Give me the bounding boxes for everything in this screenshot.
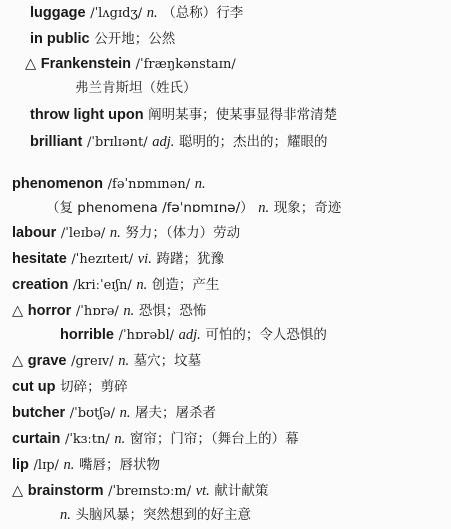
entry-ipa: /ˈkɜːtn/ [64,432,110,447]
vocab-entry-brilliant [30,133,328,152]
entry-word: creation [12,277,69,293]
vocab-entry-creation [12,276,219,295]
vocab-entry-brainstorm [12,482,268,501]
entry-ipa: /greɪv/ [71,354,114,369]
vocab-entry-horror [12,302,206,321]
entry-definition: 现象；奇迹 [273,200,342,216]
entry-word: phenomenon [12,176,104,192]
entry-pos: n. [63,457,75,473]
entry-ipa: /ˈhezɪteɪt/ [71,252,134,267]
entry-definition: 头脑风暴；突然想到的好主意 [75,507,251,523]
entry-plural-form: （复 phenomena /fəˈnɒmɪnə/） [46,200,254,216]
entry-pos: n. [60,507,71,523]
entry-definition: 献计献策 [214,483,269,499]
entry-word: horror [27,303,72,319]
entry-ipa: /ˈbrɪlɪənt/ [86,135,148,150]
vocab-entry-lip [12,456,160,475]
entry-word: curtain [12,431,61,447]
vocab-entry-in-public [30,30,175,48]
vocab-entry-phenomenon [12,175,206,194]
entry-definition: 墓穴；坟墓 [133,353,202,369]
entry-word: brilliant [30,134,83,150]
entry-word: in public [30,31,90,47]
vocab-entry-throw-light-upon [30,106,337,124]
entry-ipa: /ˈbreɪnstɔːm/ [108,484,192,499]
entry-pos: n. [136,277,148,293]
vocab-entry-hesitate [12,250,224,269]
vocab-entry-phenomenon-plural [46,199,341,217]
entry-ipa: /ˈlʌgɪdʒ/ [90,6,143,21]
entry-word: cut up [12,379,56,395]
entry-word: horrible [60,327,114,343]
vocab-entry-frankenstein-definition [75,79,197,97]
entry-definition: 聪明的；杰出的；耀眼的 [179,134,328,150]
entry-definition: 切碎；剪碎 [60,379,128,395]
entry-definition: 可怕的；令人恐惧的 [205,327,327,343]
entry-pos: n. [146,5,158,21]
entry-pos: vi. [137,251,152,267]
entry-pos: n. [123,303,135,319]
entry-ipa: /ˈfræŋkənstaɪn/ [135,57,236,72]
entry-word: grave [27,353,67,369]
entry-word: brainstorm [27,483,104,499]
entry-ipa: /ˈbʊtʃə/ [69,406,115,421]
entry-definition: 创造；产生 [151,277,220,293]
entry-definition: 踌躇；犹豫 [156,251,224,267]
entry-ipa: /ˈhɒrə/ [75,304,119,319]
entry-pos: n. [258,200,270,216]
entry-ipa: /kriːˈeɪʃn/ [73,278,132,293]
entry-definition: 努力；（体力）劳动 [125,225,241,241]
entry-ipa: /ˈhɒrəbl/ [118,328,175,343]
entry-ipa: /lɪp/ [33,458,59,473]
entry-pos: adj. [152,134,175,150]
vocab-entry-luggage [30,4,243,23]
entry-definition: 阐明某事；使某事显得非常清楚 [148,107,338,123]
entry-word: labour [12,225,57,241]
entry-pos: adj. [178,327,201,343]
entry-pos: n. [194,176,206,192]
entry-word: throw light upon [30,107,144,123]
vocab-entry-cut-up [12,378,128,396]
entry-definition: 公开地；公然 [94,31,176,47]
entry-definition: （总称）行李 [162,5,244,21]
entry-pos: n. [119,405,131,421]
entry-word: butcher [12,405,66,421]
triangle-marker-icon: △ [12,353,24,369]
entry-ipa: /fəˈnɒmɪnən/ [107,177,191,192]
triangle-marker-icon: △ [25,56,37,72]
entry-word: Frankenstein [40,56,132,72]
entry-word: hesitate [12,251,67,267]
vocab-entry-curtain [12,430,299,449]
entry-pos: n. [118,353,130,369]
entry-definition: 嘴唇；唇状物 [79,457,161,473]
entry-definition: 恐惧；恐怖 [138,303,207,319]
entry-definition: 弗兰肯斯坦（姓氏） [75,80,197,96]
triangle-marker-icon: △ [12,303,24,319]
vocab-entry-brainstorm-noun [60,506,251,524]
entry-word: lip [12,457,29,473]
vocab-entry-grave [12,352,201,371]
entry-definition: 窗帘；门帘；（舞台上的）幕 [129,431,299,447]
entry-pos: n. [109,225,121,241]
entry-ipa: /ˈleɪbə/ [60,226,106,241]
vocab-entry-horrible [60,326,327,345]
vocab-entry-butcher [12,404,216,423]
triangle-marker-icon: △ [12,483,24,499]
entry-pos: n. [114,431,126,447]
vocab-entry-labour [12,224,240,243]
entry-definition: 屠夫；屠杀者 [135,405,217,421]
entry-pos: vt. [195,483,210,499]
vocab-entry-frankenstein [25,55,236,74]
entry-word: luggage [30,5,86,21]
